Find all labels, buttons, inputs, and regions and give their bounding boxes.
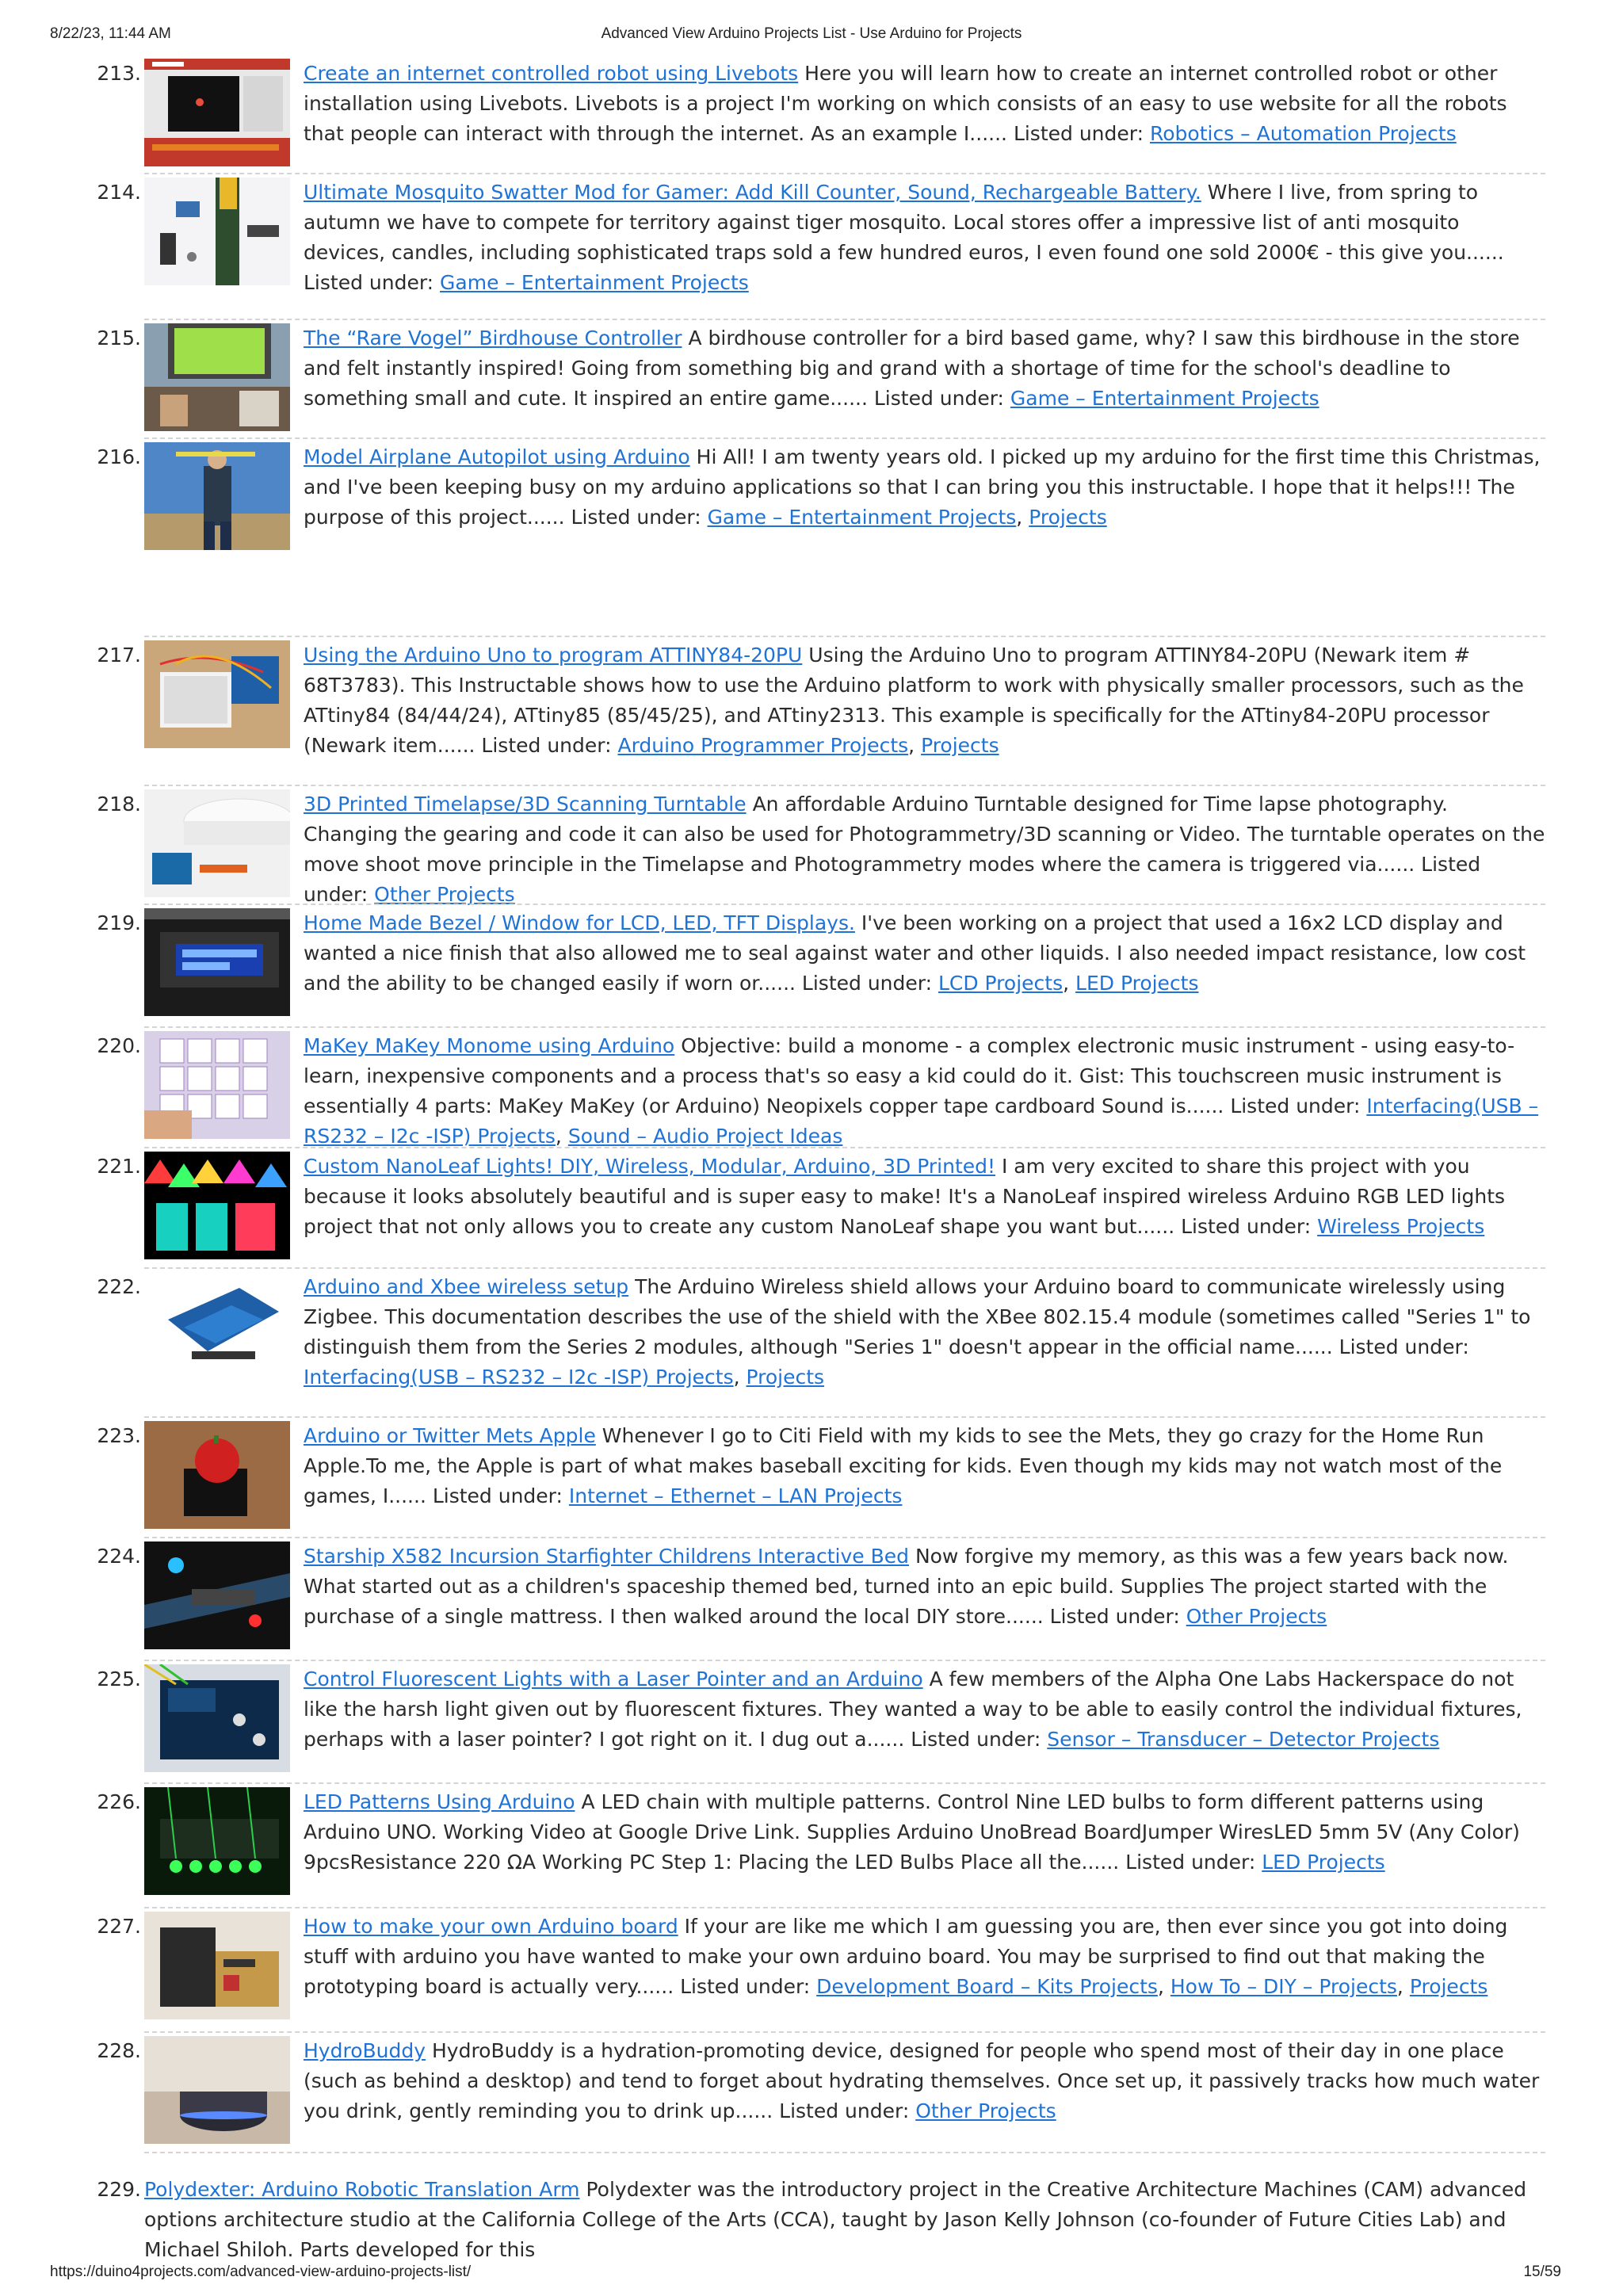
item-number: 222. xyxy=(97,1275,141,1298)
category-link[interactable]: Wireless Projects xyxy=(1317,1215,1485,1238)
category-separator: , xyxy=(1016,506,1029,529)
item-text xyxy=(304,1031,1546,1152)
project-title-link[interactable]: Using the Arduino Uno to program ATTINY84-20PU xyxy=(304,644,803,667)
category-link[interactable]: Sound – Audio Project Ideas xyxy=(567,1125,843,1148)
project-description: A birdhouse controller for a bird based game, why? I saw this birdhouse in the store and felt instantly inspired! Going from something big and grand with a shortage of time for the school's deadline to something small and cute. It inspired an entire game...... xyxy=(304,327,1520,410)
project-description: Using the Arduino Uno to program ATTINY84-20PU (Newark item # 68T3783). This Instructable shows how to use the Arduino platform to work with physically smaller processors, such as the ATtiny84 (84/44/24), ATtiny85 (85/45/25), and ATtiny2313. This example is specifically for the ATtiny84-20PU processor (Newark item...... xyxy=(304,644,1524,757)
item-text xyxy=(304,442,1546,533)
category-link[interactable]: LED Projects xyxy=(1262,1851,1385,1874)
item-text xyxy=(304,1541,1546,1632)
list-item xyxy=(0,1028,1623,1148)
project-description: A LED chain with multiple patterns. Control Nine LED bulbs to form different patterns using Arduino UNO. Working Video at Google Drive Link. Supplies Arduino UnoBread BoardJumper WiresLED 5mm 5V (Any Color) 9pcsResistance 220 ΩA Working PC Step 1: Placing the LED Bulbs Place all the...... xyxy=(304,1790,1520,1874)
category-link[interactable]: Game – Entertainment Projects xyxy=(707,506,1017,529)
list-item xyxy=(0,55,1623,174)
listed-under-label: Listed under: xyxy=(911,1728,1048,1751)
project-title-link[interactable]: Custom NanoLeaf Lights! DIY, Wireless, Modular, Arduino, 3D Printed! xyxy=(304,1155,996,1178)
print-header xyxy=(0,25,1623,49)
category-link[interactable]: Projects xyxy=(746,1366,825,1389)
project-thumbnail[interactable] xyxy=(144,908,290,1016)
project-title-link[interactable]: MaKey MaKey Monome using Arduino xyxy=(304,1034,675,1057)
list-item xyxy=(0,786,1623,905)
listed-under-label: Listed under: xyxy=(571,506,708,529)
category-link[interactable]: Other Projects xyxy=(915,2099,1056,2122)
print-page-title: Advanced View Arduino Projects List - Use Arduino for Projects xyxy=(601,25,1022,42)
category-link[interactable]: Development Board – Kits Projects xyxy=(816,1975,1158,1998)
project-thumbnail[interactable] xyxy=(144,640,290,748)
item-text xyxy=(304,323,1546,414)
category-separator: , xyxy=(1157,1975,1170,1998)
list-item xyxy=(0,1908,1623,2033)
list-item xyxy=(0,1661,1623,1784)
project-title-link[interactable]: 3D Printed Timelapse/3D Scanning Turntable xyxy=(304,793,747,816)
project-title-link[interactable]: HydroBuddy xyxy=(304,2039,426,2062)
project-description: The Arduino Wireless shield allows your Arduino board to communicate wirelessly using Zigbee. This documentation describes the use of the shield with the XBee 802.15.4 module (sometimes called "Series 1" to distinguish them from the Series 2 modules, although "Series 1" doesn't appear in the official name...... xyxy=(304,1275,1531,1358)
print-footer xyxy=(0,2264,1623,2287)
category-separator: , xyxy=(908,734,922,757)
project-description: Objective: build a monome - a complex electronic music instrument - using easy-to-learn, inexpensive components and a process that's so easy a kid could do it. Gist: This touchscreen music instrument is essentially 4 parts: MaKey MaKey (or Arduino) Neopixels copper tape cardboard Sound is...... xyxy=(304,1034,1515,1117)
item-number: 228. xyxy=(97,2039,141,2062)
item-text xyxy=(304,1152,1546,1242)
category-link[interactable]: Projects xyxy=(1409,1975,1488,1998)
item-number: 219. xyxy=(97,911,141,934)
category-separator: , xyxy=(733,1366,747,1389)
project-thumbnail[interactable] xyxy=(144,323,290,431)
project-description: Hi All! I am twenty years old. I picked up my arduino for the first time this Christmas, and I've been keeping busy on my arduino applications so that I can bring you this instructable. I hope that it helps!!! The purpose of this project...... xyxy=(304,445,1541,529)
category-link[interactable]: Internet – Ethernet – LAN Projects xyxy=(568,1484,903,1507)
category-link[interactable]: LCD Projects xyxy=(938,972,1064,995)
category-link[interactable]: Arduino Programmer Projects xyxy=(617,734,909,757)
project-title-link[interactable]: Model Airplane Autopilot using Arduino xyxy=(304,445,690,468)
project-thumbnail[interactable] xyxy=(144,2036,290,2144)
list-item xyxy=(0,1148,1623,1269)
item-number: 216. xyxy=(97,445,141,468)
listed-under-label: Listed under: xyxy=(1125,1851,1262,1874)
project-title-link[interactable]: The “Rare Vogel” Birdhouse Controller xyxy=(304,327,682,350)
item-number: 215. xyxy=(97,327,141,350)
listed-under-label: Listed under: xyxy=(304,271,441,294)
listed-under-label: Listed under: xyxy=(680,1975,817,1998)
list-item xyxy=(0,905,1623,1028)
project-thumbnail[interactable] xyxy=(144,1912,290,2019)
list-item xyxy=(0,439,1623,637)
listed-under-label: Listed under: xyxy=(304,853,1481,906)
item-number: 213. xyxy=(97,62,141,85)
project-thumbnail[interactable] xyxy=(144,789,290,897)
item-text xyxy=(304,1421,1546,1511)
item-number: 225. xyxy=(97,1668,141,1690)
item-number: 218. xyxy=(97,793,141,816)
project-title-link[interactable]: Control Fluorescent Lights with a Laser Pointer and an Arduino xyxy=(304,1668,923,1690)
listed-under-label: Listed under: xyxy=(1181,1215,1318,1238)
listed-under-label: Listed under: xyxy=(481,734,618,757)
project-thumbnail[interactable] xyxy=(144,1272,290,1380)
item-number: 217. xyxy=(97,644,141,667)
item-number: 221. xyxy=(97,1155,141,1178)
item-text xyxy=(144,2175,1545,2265)
project-title-link[interactable]: Starship X582 Incursion Starfighter Childrens Interactive Bed xyxy=(304,1545,909,1568)
project-description: Here you will learn how to create an internet controlled robot or other installation using Livebots. Livebots is a project I'm working on which consists of an easy to use website for all the robots that people can interact with through the internet. As an example I...... xyxy=(304,62,1507,145)
project-description: Where I live, from spring to autumn we have to compete for territory against tiger mosquito. Local stores offer a impressive list of anti mosquito devices, candles, including sophisticated traps sold a few hundred euros, I even found one sold 2000€ - this give you...... xyxy=(304,181,1504,264)
project-title-link[interactable]: Arduino or Twitter Mets Apple xyxy=(304,1424,596,1447)
project-thumbnail[interactable] xyxy=(144,1421,290,1529)
project-title-link[interactable]: LED Patterns Using Arduino xyxy=(304,1790,575,1813)
project-thumbnail[interactable] xyxy=(144,178,290,285)
list-item xyxy=(0,174,1623,320)
project-description: Polydexter was the introductory project in the Creative Architecture Machines (CAM) advanced options architecture studio at the California College of the Arts (CCA), taught by Jason Kelly Johnson (co-founder of Future Cities Lab) and Michael Shiloh. Parts developed for this xyxy=(144,2178,1527,2261)
listed-under-label: Listed under: xyxy=(1230,1095,1367,1117)
item-number: 220. xyxy=(97,1034,141,1057)
item-text xyxy=(304,178,1546,298)
item-text xyxy=(304,1912,1546,2002)
project-thumbnail[interactable] xyxy=(144,442,290,550)
list-item xyxy=(0,1269,1623,1418)
item-number: 226. xyxy=(97,1790,141,1813)
item-text xyxy=(304,59,1546,149)
item-text xyxy=(304,640,1546,761)
list-item xyxy=(0,1538,1623,1661)
category-link[interactable]: How To – DIY – Projects xyxy=(1170,1975,1397,1998)
category-link[interactable]: LED Projects xyxy=(1075,972,1199,995)
project-description: Whenever I go to Citi Field with my kids to see the Mets, they go crazy for the Home Run Apple.To me, the Apple is part of what makes baseball exciting for kids. Even though my kids may not watch most of the games, I...... xyxy=(304,1424,1503,1507)
item-text xyxy=(304,789,1546,910)
listed-under-label: Listed under: xyxy=(873,387,1010,410)
category-separator: , xyxy=(1063,972,1076,995)
list-item xyxy=(0,320,1623,439)
project-description: Now forgive my memory, as this was a few years back now. What started out as a children's spaceship themed bed, turned into an epic build. Supplies The project started with the purchase of a single mattress. I then walked around the local DIY store...... xyxy=(304,1545,1509,1628)
listed-under-label: Listed under: xyxy=(779,2099,916,2122)
list-item xyxy=(0,637,1623,786)
listed-under-label: Listed under: xyxy=(432,1484,569,1507)
project-description: If your are like me which I am guessing you are, then ever since you got into doing stuff with arduino you have wanted to make your own arduino board. You may be surprised to find out that making the prototyping board is actually very...... xyxy=(304,1915,1508,1998)
project-thumbnail[interactable] xyxy=(144,1031,290,1139)
project-title-link[interactable]: Arduino and Xbee wireless setup xyxy=(304,1275,629,1298)
listed-under-label: Listed under: xyxy=(801,972,938,995)
listed-under-label: Listed under: xyxy=(1049,1605,1186,1628)
print-url: https://duino4projects.com/advanced-view-arduino-projects-list/ xyxy=(50,2264,472,2280)
print-datetime: 8/22/23, 11:44 AM xyxy=(50,25,171,42)
category-link[interactable]: Interfacing(USB – RS232 – I2c -ISP) Projects xyxy=(304,1366,734,1389)
project-title-link[interactable]: Ultimate Mosquito Swatter Mod for Gamer: Add Kill Counter, Sound, Rechargeable Battery. xyxy=(304,181,1201,204)
project-thumbnail[interactable] xyxy=(144,1787,290,1895)
category-link[interactable]: Sensor – Transducer – Detector Projects xyxy=(1047,1728,1440,1751)
project-title-link[interactable]: Create an internet controlled robot using Livebots xyxy=(304,62,799,85)
category-link[interactable]: Interfacing(USB – RS232 – I2c -ISP) Projects xyxy=(304,1095,1539,1148)
project-title-link[interactable]: How to make your own Arduino board xyxy=(304,1915,678,1938)
list-item xyxy=(0,2033,1623,2153)
listed-under-label: Listed under: xyxy=(1338,1335,1469,1358)
category-link[interactable]: Other Projects xyxy=(374,883,515,906)
project-title-link[interactable]: Home Made Bezel / Window for LCD, LED, TFT Displays. xyxy=(304,911,855,934)
item-text xyxy=(304,1787,1546,1878)
item-number: 214. xyxy=(97,181,141,204)
project-description: An affordable Arduino Turntable designed for Time lapse photography. Changing the gearing and code it can also be used for Photogrammetry/3D scanning or Video. The turntable operates on the move shoot move principle in the Timelapse and Photogrammetry modes where the camera is triggered via...... xyxy=(304,793,1545,876)
category-separator: , xyxy=(555,1125,568,1148)
listed-under-label: Listed under: xyxy=(1013,122,1150,145)
item-number: 224. xyxy=(97,1545,141,1568)
item-number: 229. xyxy=(97,2178,141,2201)
category-link[interactable]: Other Projects xyxy=(1186,1605,1327,1628)
project-thumbnail[interactable] xyxy=(144,1664,290,1772)
project-thumbnail[interactable] xyxy=(144,59,290,166)
item-number: 227. xyxy=(97,1915,141,1938)
page-number: 15/59 xyxy=(1523,2264,1561,2280)
category-link[interactable]: Game – Entertainment Projects xyxy=(1010,387,1319,410)
category-link[interactable]: Projects xyxy=(921,734,999,757)
category-link[interactable]: Game – Entertainment Projects xyxy=(440,271,749,294)
item-text xyxy=(304,1664,1546,1755)
project-description: HydroBuddy is a hydration-promoting device, designed for people who spend most of their day in one place (such as behind a desktop) and tend to forget about hydrating themselves. Once set up, it passively tracks how much water you drink, gently reminding you to drink up...... xyxy=(304,2039,1540,2122)
category-separator: , xyxy=(1396,1975,1410,1998)
project-list xyxy=(0,55,1623,2153)
item-number: 223. xyxy=(97,1424,141,1447)
list-item xyxy=(0,1784,1623,1908)
category-link[interactable]: Robotics – Automation Projects xyxy=(1149,122,1457,145)
project-thumbnail[interactable] xyxy=(144,1541,290,1649)
item-text xyxy=(304,1272,1546,1392)
item-text xyxy=(304,2036,1546,2126)
category-link[interactable]: Projects xyxy=(1029,506,1107,529)
list-item xyxy=(0,1418,1623,1538)
item-text xyxy=(304,908,1546,999)
project-description: I am very excited to share this project with you because it looks absolutely beautiful and is super easy to make! It's a NanoLeaf inspired wireless Arduino RGB LED lights project that not only allows you to create any custom NanoLeaf shape you want but...... xyxy=(304,1155,1506,1238)
project-title-link[interactable]: Polydexter: Arduino Robotic Translation Arm xyxy=(144,2178,580,2201)
project-description: I've been working on a project that used a 16x2 LCD display and wanted a nice finish that also allowed me to seal against water and other liquids. I also needed impact resistance, low cost and the ability to be changed easily if worn or...... xyxy=(304,911,1526,995)
project-thumbnail[interactable] xyxy=(144,1152,290,1259)
project-description: A few members of the Alpha One Labs Hackerspace do not like the harsh light given out by fluorescent fixtures. They wanted a way to be able to easily control the individual fixtures, perhaps with a laser pointer? I got right on it. I dug out a...... xyxy=(304,1668,1522,1751)
